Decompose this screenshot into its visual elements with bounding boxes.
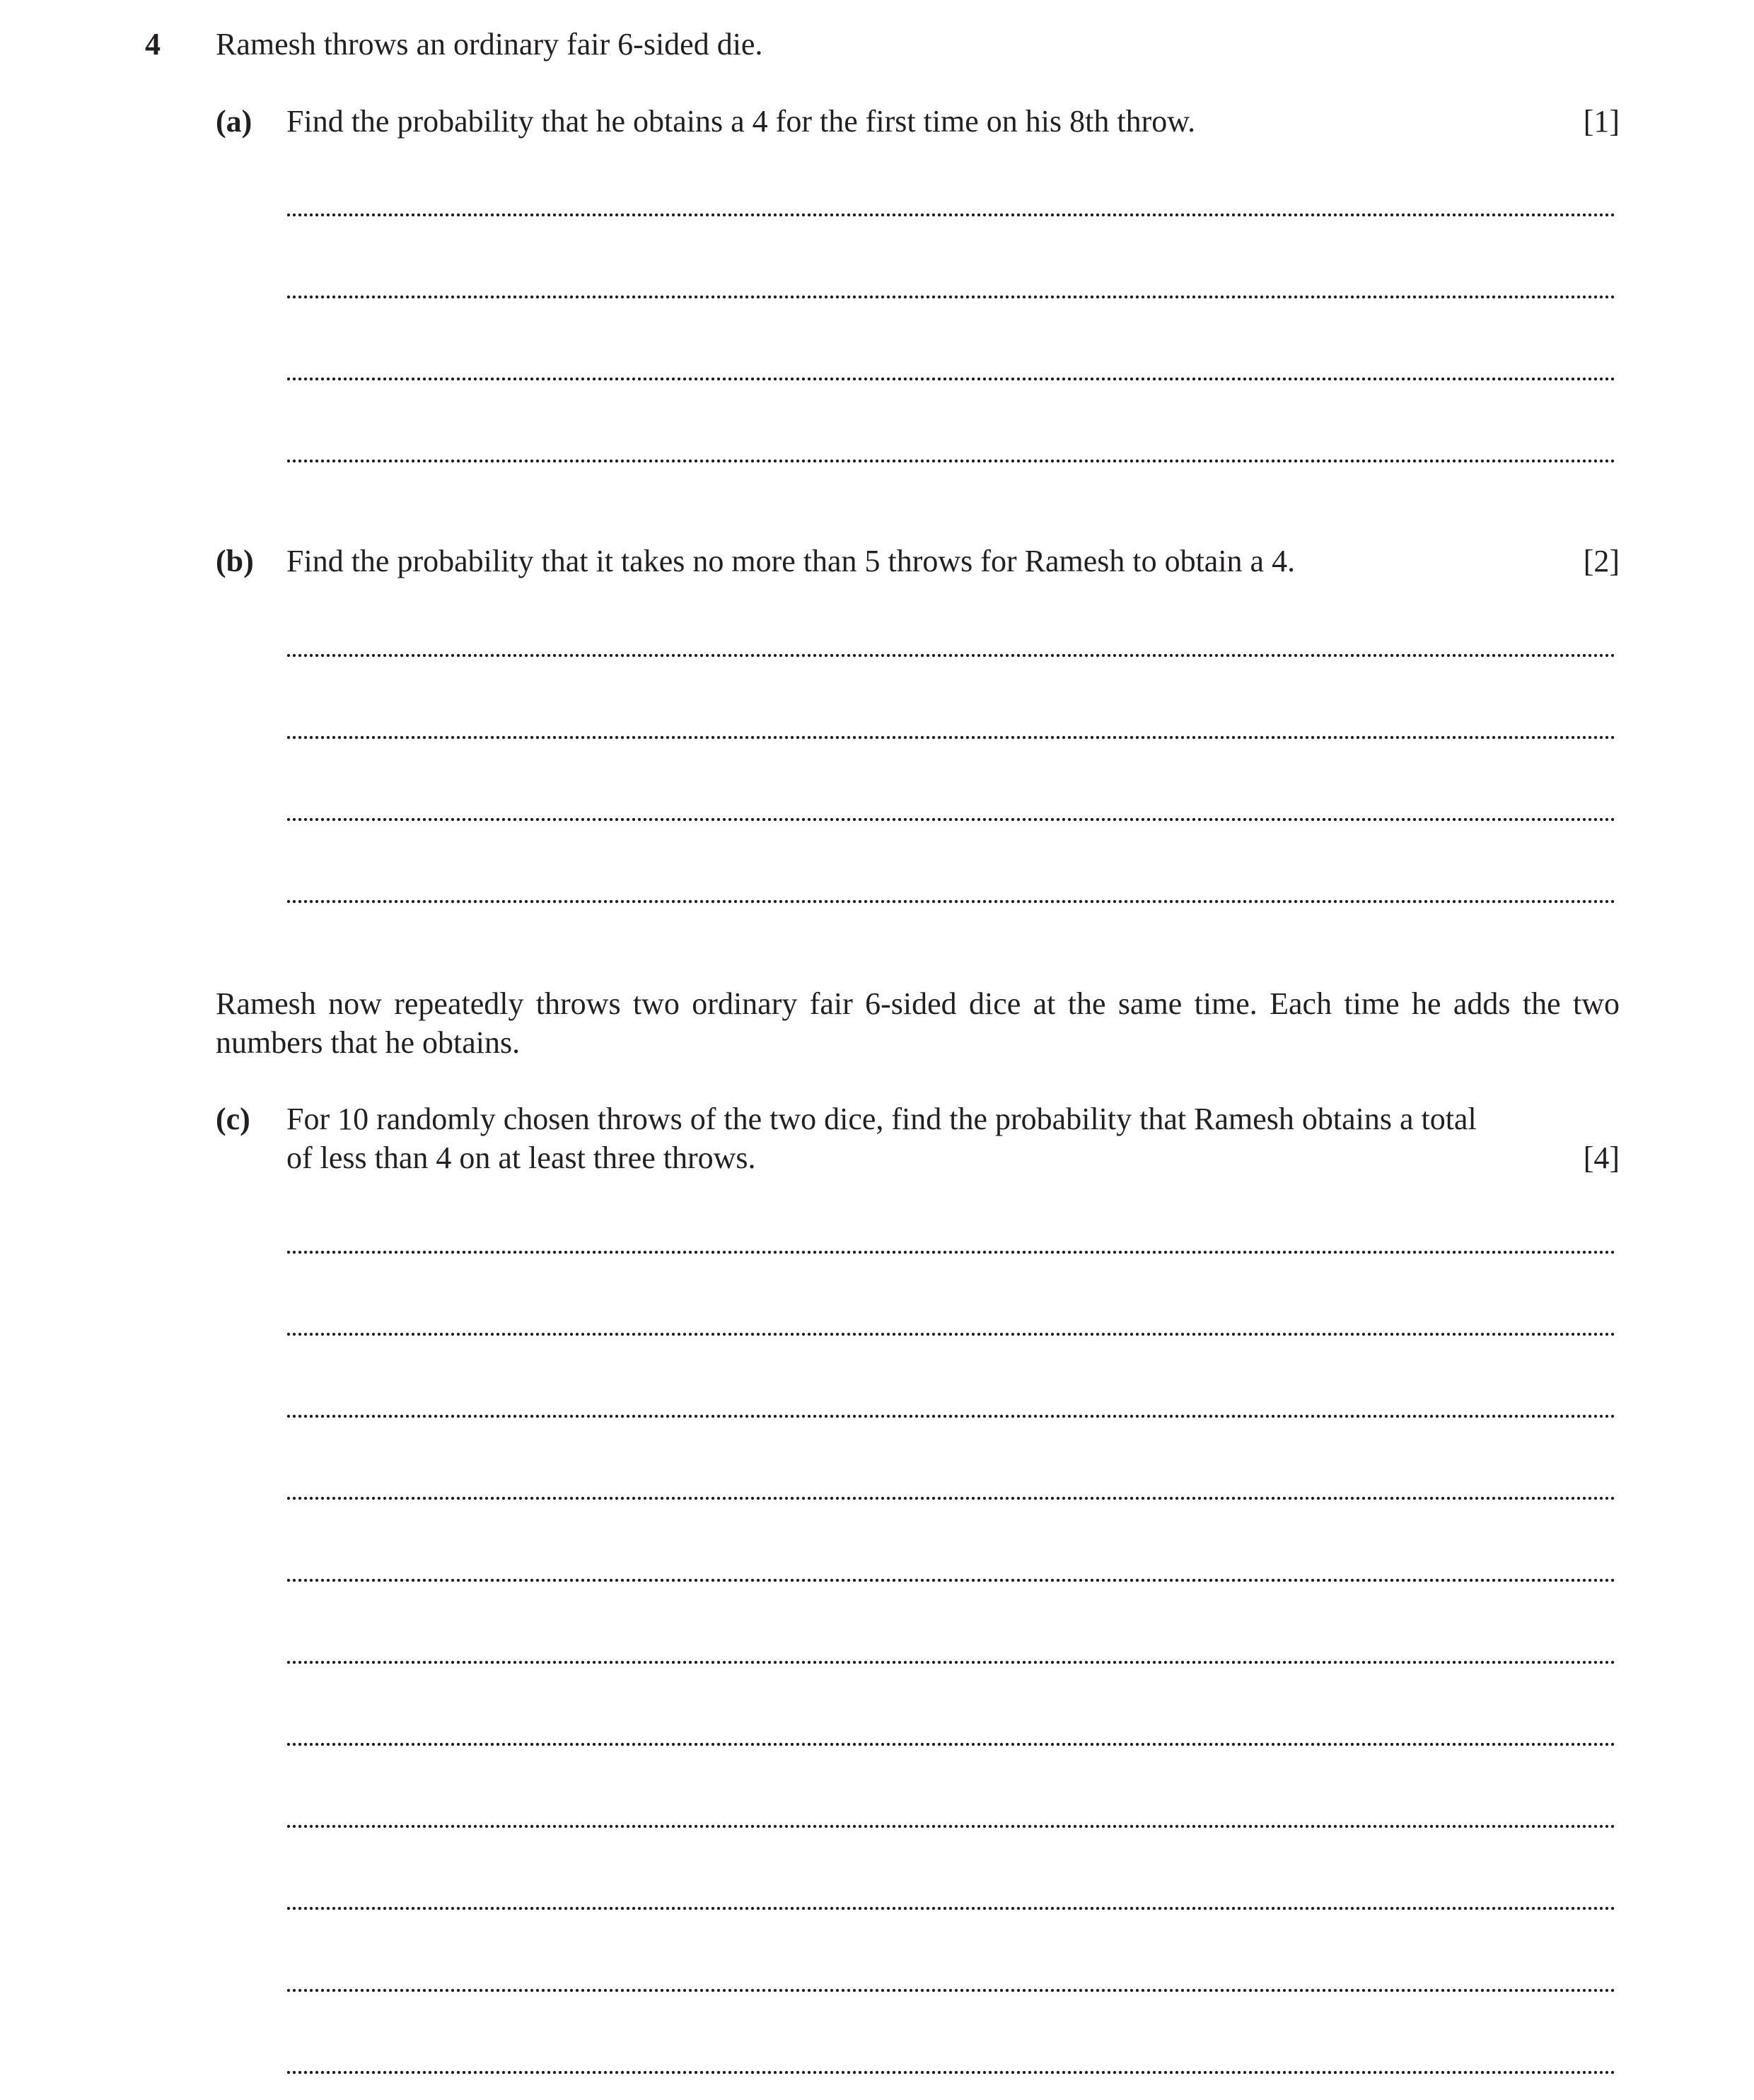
part-c-text-line-1: For 10 randomly chosen throws of the two dice, find the probability that Ramesh obtains a total xyxy=(286,1102,1477,1136)
answer-line-c-1[interactable] xyxy=(286,1250,1616,1254)
part-a-label: (a) xyxy=(216,104,252,139)
answer-line-b-3[interactable] xyxy=(286,817,1616,822)
answer-line-c-11[interactable] xyxy=(286,2070,1616,2075)
answer-line-c-8[interactable] xyxy=(286,1824,1616,1828)
part-b-marks: [2] xyxy=(1583,544,1620,578)
answer-line-c-9[interactable] xyxy=(286,1906,1616,1911)
answer-line-b-1[interactable] xyxy=(286,653,1616,658)
question-intro: Ramesh throws an ordinary fair 6-sided die. xyxy=(216,27,763,62)
part-c-label: (c) xyxy=(216,1102,250,1136)
answer-line-b-2[interactable] xyxy=(286,735,1616,740)
answer-line-a-2[interactable] xyxy=(286,295,1616,299)
part-b-text: Find the probability that it takes no more than 5 throws for Ramesh to obtain a 4. xyxy=(286,544,1296,578)
answer-line-c-6[interactable] xyxy=(286,1660,1616,1664)
answer-line-c-2[interactable] xyxy=(286,1332,1616,1336)
answer-line-a-3[interactable] xyxy=(286,377,1616,381)
part-a-text: Find the probability that he obtains a 4 for the first time on his 8th throw. xyxy=(286,104,1196,139)
part-c-text-line-2: of less than 4 on at least three throws. xyxy=(286,1141,756,1175)
answer-line-c-3[interactable] xyxy=(286,1414,1616,1418)
part-c-marks: [4] xyxy=(1583,1141,1620,1175)
answer-line-c-4[interactable] xyxy=(286,1496,1616,1500)
answer-line-a-1[interactable] xyxy=(286,213,1616,217)
answer-line-c-5[interactable] xyxy=(286,1578,1616,1582)
part-a-marks: [1] xyxy=(1583,104,1620,139)
answer-line-b-4[interactable] xyxy=(286,899,1616,904)
question-number: 4 xyxy=(145,27,161,62)
answer-line-c-7[interactable] xyxy=(286,1742,1616,1746)
answer-line-a-4[interactable] xyxy=(286,459,1616,463)
context-paragraph: Ramesh now repeatedly throws two ordinary fair 6-sided dice at the same time. Each time he adds the two numbers that he obtains. xyxy=(216,986,1620,1060)
part-b-label: (b) xyxy=(216,544,254,578)
answer-line-c-10[interactable] xyxy=(286,1988,1616,1993)
